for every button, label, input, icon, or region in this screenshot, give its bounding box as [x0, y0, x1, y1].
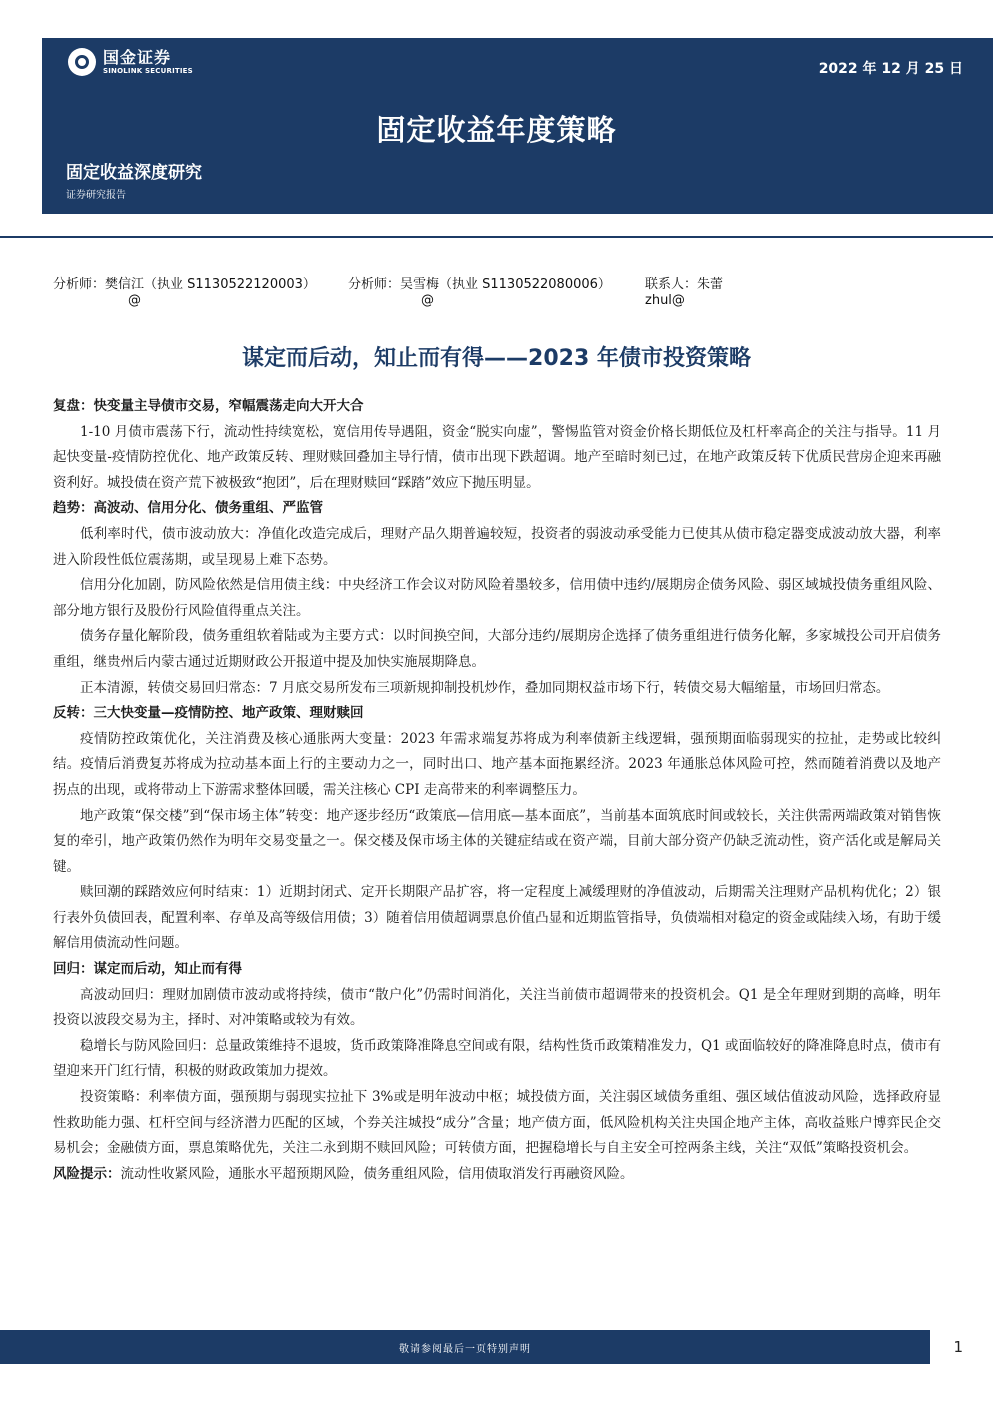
section-title-review: 复盘：快变量主导债市交易，窄幅震荡走向大开大合 — [53, 398, 364, 414]
risk-label: 风险提示： — [53, 1165, 121, 1182]
risk-warning — [53, 1162, 941, 1188]
paragraph: 疫情防控政策优化，关注消费及核心通胀两大变量：2023 年需求端复苏将成为利率债新主线逻辑，强预期面临弱现实的拉扯，走势或比较纠结。疫情后消费复苏将成为拉动基本面上行的主要动力之一，同时出口、地产基本面拖累经济。2023 年通胀总体风险可控，然而随着消费以及地产拐点的出现，或将带动上下游需求整体回暖，需关注核心 CPI 走高带来的利率调整压力。 — [53, 730, 941, 798]
paragraph: 低利率时代，债市波动放大：净值化改造完成后，理财产品久期普遍较短，投资者的弱波动承受能力已使其从债市稳定器变成波动放大器，利率进入阶段性低位震荡期，或呈现易上难下态势。 — [53, 525, 941, 568]
paragraph: 信用分化加剧，防风险依然是信用债主线：中央经济工作会议对防风险着墨较多，信用债中违约/展期房企债务风险、弱区域城投债务重组风险、部分地方银行及股份行风险值得重点关注。 — [53, 577, 941, 619]
logo-en: SINOLINK SECURITIES — [103, 66, 193, 75]
logo-cn: 国金证券 — [103, 47, 172, 67]
paragraph: 赎回潮的踩踏效应何时结束：1）近期封闭式、定开长期限产品扩容，将一定程度上减缓理财的净值波动，后期需关注理财产品机构优化；2）银行表外负债回表，配置利率、存单及高等级信用债；3）随着信用债超调票息价值凸显和近期监管指导，负债端相对稳定的资金或陆续入场，有助于缓解信用债流动性问题。 — [53, 884, 941, 952]
analyst-2-email: @ — [421, 293, 434, 308]
paragraph: 1-10 月债市震荡下行，流动性持续宽松，宽信用传导遇阻，资金“脱实向虚”，警惕监管对资金价格长期低位及杠杆率高企的关注与指导。11 月起快变量-疫情防控优化、地产政策反转、理财赎回叠加主导行情，债市出现下跌超调。地产至暗时刻已过，在地产政策反转下优质民营房企迎来再融资利好。城投债在资产荒下被极致“抱团”，后在理财赎回“踩踏”效应下抛压明显。 — [53, 423, 941, 491]
company-logo — [68, 48, 193, 76]
paragraph: 地产政策“保交楼”到“保市场主体”转变：地产逐步经历“政策底—信用底—基本面底”，当前基本面筑底时间或较长，关注供需两端政策对销售恢复的牵引，地产政策仍然作为明年交易变量之一。保交楼及保市场主体的关键症结或在资产端，目前大部分资产仍缺乏流动性，资产活化或是解局关键。 — [53, 807, 941, 875]
report-headline: 谋定而后动，知止而有得——2023 年债市投资策略 — [242, 346, 751, 371]
report-category: 证券研究报告 — [66, 190, 126, 201]
footer-notice: 敬请参阅最后一页特别声明 — [399, 1344, 531, 1355]
report-body — [53, 394, 941, 1187]
paragraph: 高波动回归：理财加剧债市波动或将持续，债市“散户化”仍需时间消化，关注当前债市超调带来的投资机会。Q1 是全年理财到期的高峰，明年投资以波段交易为主，择时、对冲策略或较为有效。 — [53, 986, 941, 1029]
contact-email: zhul@ — [645, 293, 685, 308]
paragraph: 正本清源，转债交易回归常态：7 月底交易所发布三项新规抑制投机炒作，叠加同期权益市场下行，转债交易大幅缩量，市场回归常态。 — [80, 679, 890, 696]
report-date: 2022 年 12 月 25 日 — [818, 61, 963, 77]
contact-person: 联系人：朱蕾 — [645, 277, 724, 292]
section-title-reversal: 反转：三大快变量—疫情防控、地产政策、理财赎回 — [53, 705, 364, 722]
section-title-return: 回归：谋定而后动，知止而有得 — [53, 961, 242, 978]
paragraph: 投资策略：利率债方面，强预期与弱现实拉扯下 3%或是明年波动中枢；城投债方面，关注弱区域债务重组、强区域估值波动风险，选择政府显性救助能力强、杠杆空间与经济潜力匹配的区域，个券关注城投“成分”含量；地产债方面，低风险机构关注央国企地产主体，高收益账户博弈民企交易机会；金融债方面，票息策略优先，关注二永到期不赎回风险；可转债方面，把握稳增长与自主安全可控两条主线，关注“双低”策略投资机会。 — [53, 1089, 941, 1157]
page-number: 1 — [953, 1338, 963, 1356]
logo-icon — [68, 48, 96, 76]
paragraph: 债务存量化解阶段，债务重组软着陆或为主要方式：以时间换空间，大部分违约/展期房企选择了债务重组进行债务化解，多家城投公司开启债务重组，继贵州后内蒙古通过近期财政公开报道中提及加快实施展期降息。 — [53, 628, 941, 670]
risk-text: 流动性收紧风险，通胀水平超预期风险，债务重组风险，信用债取消发行再融资风险。 — [120, 1165, 634, 1182]
report-title: 固定收益年度策略 — [376, 113, 617, 147]
analyst-1: 分析师：樊信江（执业 S1130522120003） — [53, 277, 316, 292]
analyst-1-email: @ — [128, 293, 141, 308]
paragraph: 稳增长与防风险回归：总量政策维持不退坡，货币政策降准降息空间或有限，结构性货币政策精准发力，Q1 或面临较好的降准降息时点，债市有望迎来开门红行情，积极的财政政策加力提效。 — [53, 1037, 941, 1080]
analyst-2: 分析师：吴雪梅（执业 S1130522080006） — [348, 277, 611, 292]
report-subtitle: 固定收益深度研究 — [66, 163, 202, 183]
header-divider — [0, 236, 993, 238]
section-title-trend: 趋势：高波动、信用分化、债务重组、严监管 — [53, 500, 323, 517]
